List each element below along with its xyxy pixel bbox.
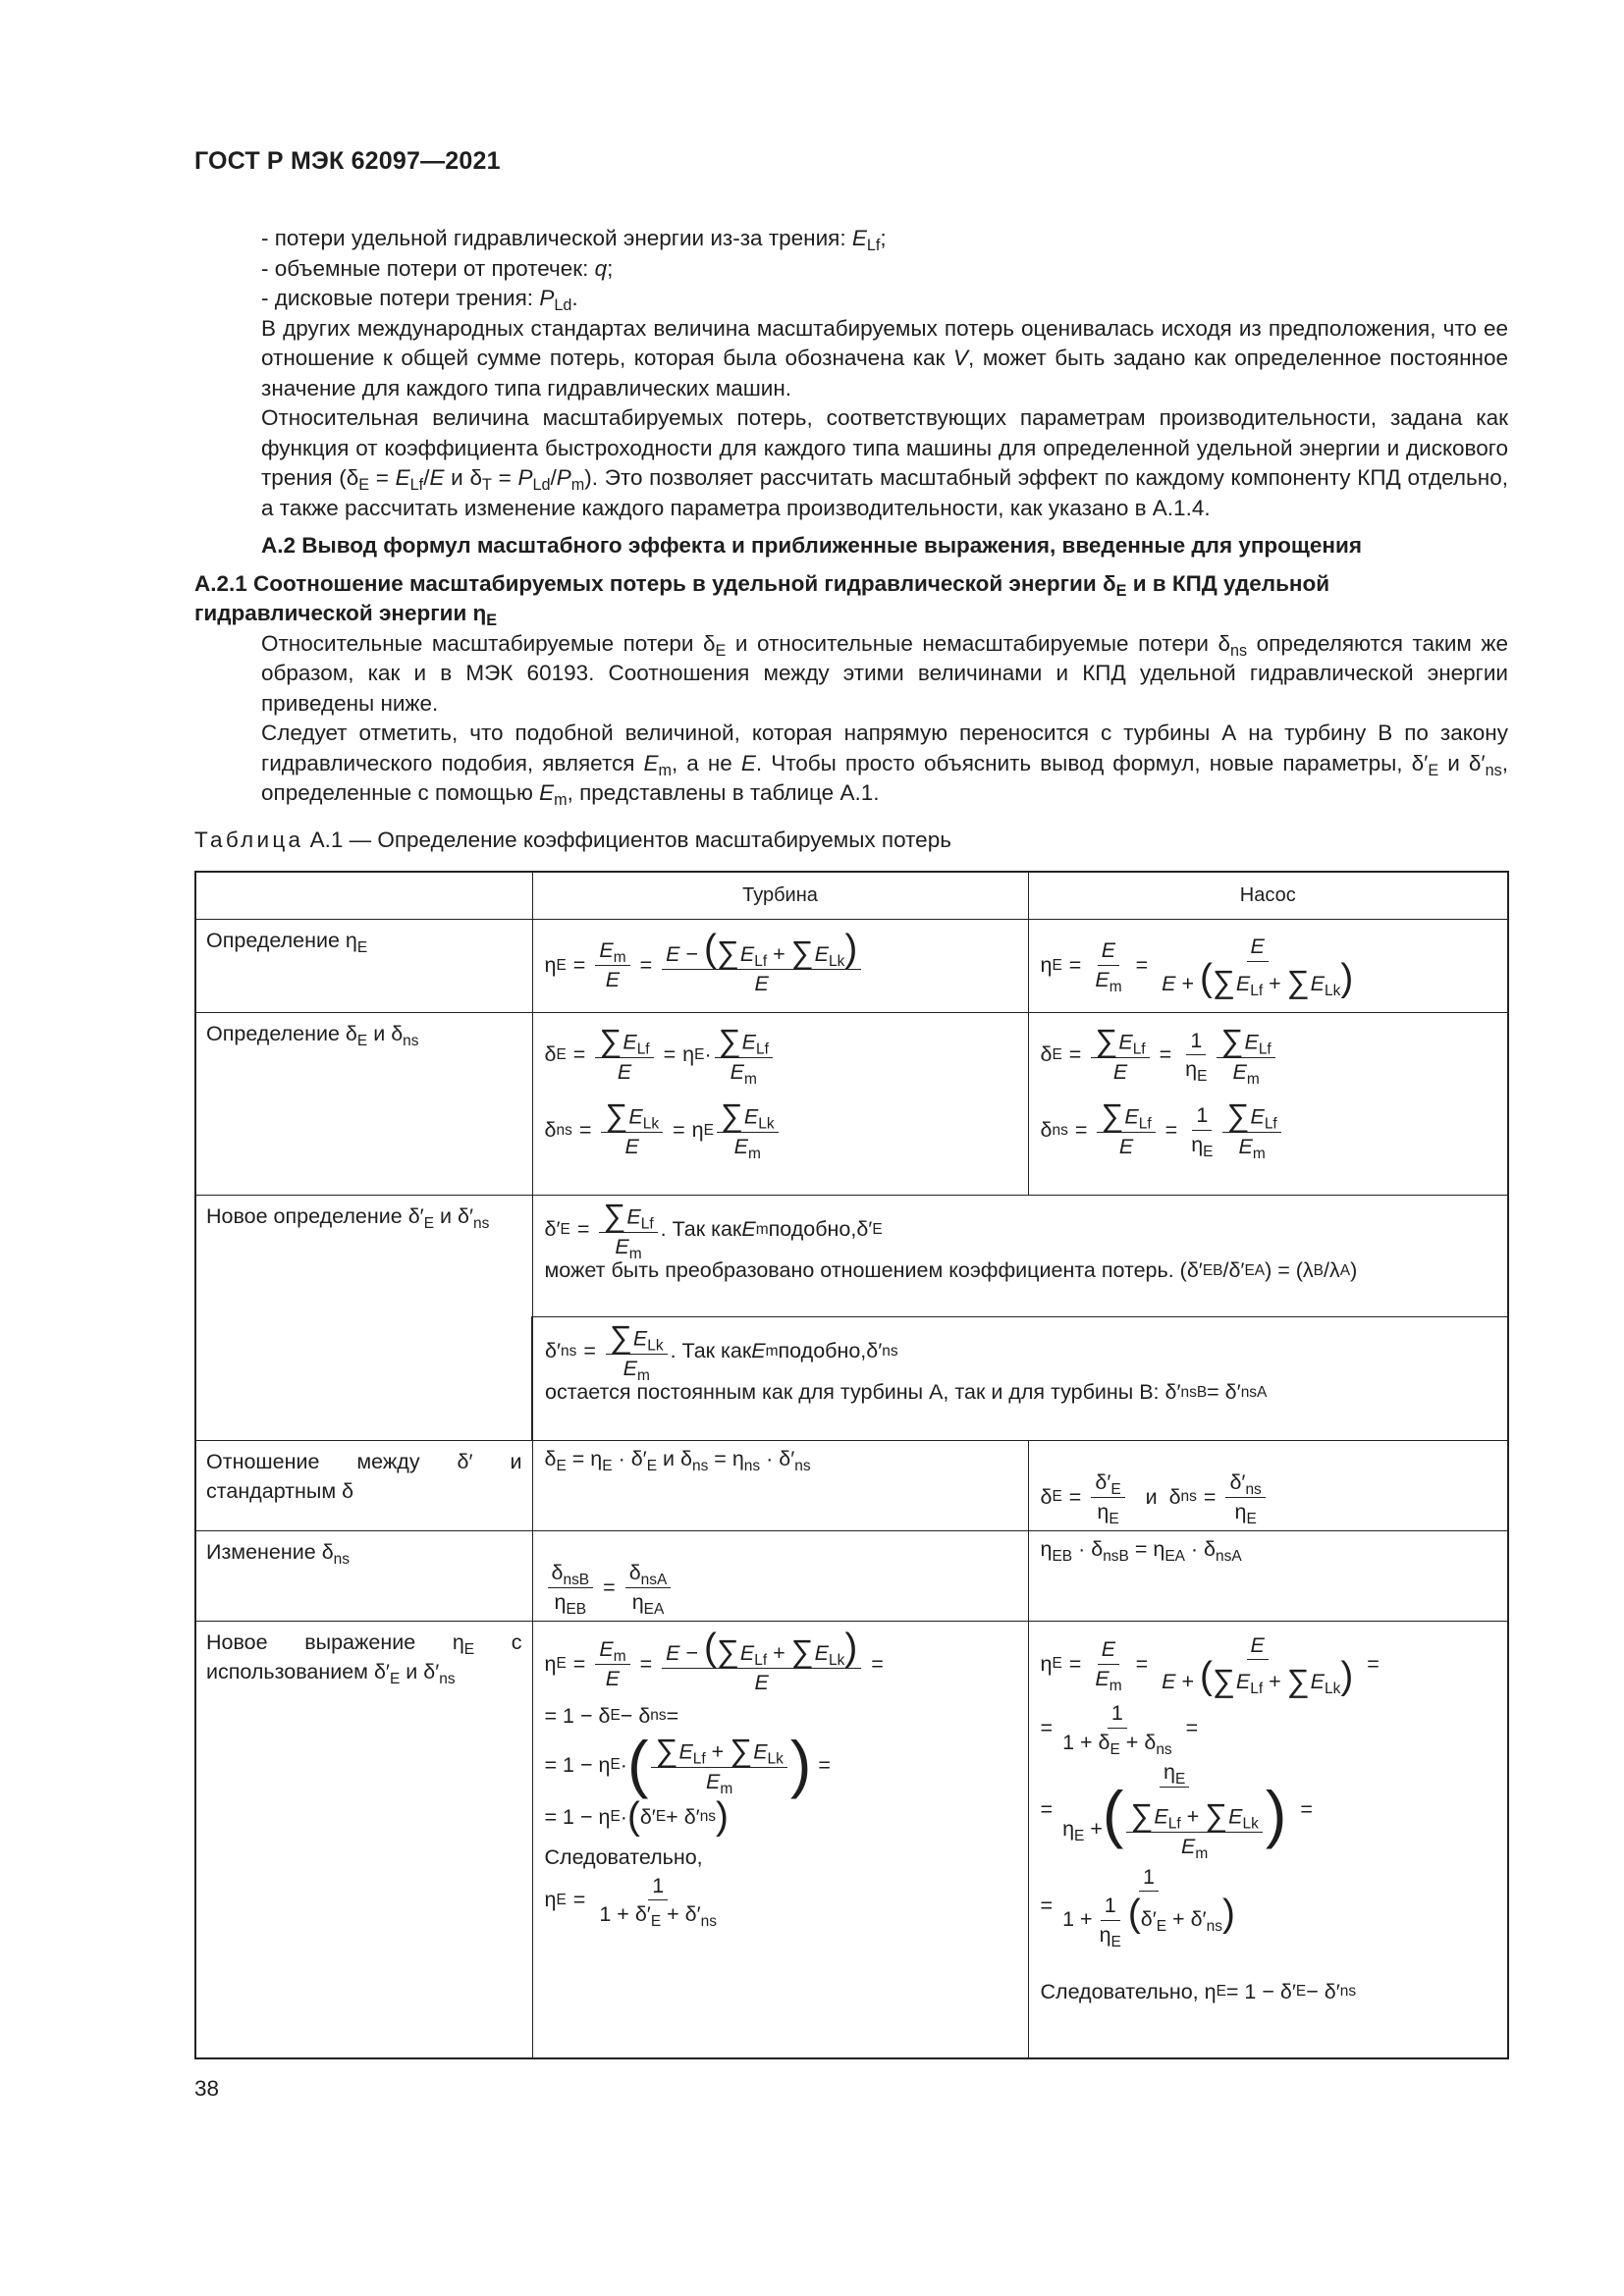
section-heading: А.2 Вывод формул масштабного эффекта и приближенные выражения, введенные для упрощения xyxy=(261,533,1362,558)
equation: = $\frac{1}{1 + \delta_E + \delta_{ns}}$ = xyxy=(1040,1700,1199,1758)
equation: η E = $\frac{E}{E_m}$ = $\frac{E}{E + (\sum E_{Lf} + \sum E_{Lk})}$ xyxy=(1040,934,1354,1000)
table-row xyxy=(195,919,1508,1012)
table-row xyxy=(195,1012,1508,1195)
pump-cell xyxy=(1028,1012,1508,1195)
equation: δ′ ns = $\frac{\sum E_{Lk}}{E_m}$ . Так как E m подобно, δ′ ns остается постоянным как для турбины А, так и для турбины В: δ′ nsB = δ′ nsA xyxy=(545,1318,1268,1405)
table-row xyxy=(195,1195,1508,1316)
turbine-cell xyxy=(532,1530,1028,1621)
row-label: Новое выражение $\eta_E$ с использованием $\delta'_E$ и $\delta'_{ns}$ xyxy=(195,1621,532,2058)
pump-cell xyxy=(1028,919,1508,1012)
page-number: 38 xyxy=(194,2076,220,2101)
row-label: Отношение между δ′ и стандартным δ xyxy=(195,1440,532,1530)
paragraph: Относительная величина масштабируемых потерь, соответствующих параметрам производительности, задана как функция от коэффициента быстроходности для каждого типа машины для определенной удельной энергии и дискового трения ($\delta_E = E_{Lf}/E$ и $\delta_T = P_{Ld}/P_m$). Это позволяет рассчитать масштабный эффект по каждому компоненту КПД отдельно, а также рассчитать изменение каждого параметра производительности, как указано в А.1.4. xyxy=(261,405,1508,520)
row-label: Изменение $\delta_{ns}$ xyxy=(195,1530,532,1621)
equation: δ E = $\frac{\delta'_E}{\eta_E}$ и δ ns = $\frac{\delta'_{ns}}{\eta_E}$ xyxy=(1041,1470,1498,1523)
table-row xyxy=(195,1530,1508,1621)
turbine-cell xyxy=(532,1621,1028,2058)
list-item: - потери удельной гидравлической энергии из-за трения: $E_{Lf}$; xyxy=(261,226,887,255)
header-empty-cell xyxy=(195,872,532,919)
subsection-heading: А.2.1 Соотношение масштабируемых потерь в удельной гидравлической энергии $\delta_E$ и в КПД удельной гидравлической энергии $\eta_E$ xyxy=(194,570,1330,630)
turbine-cell: $\delta_E = \eta_E \cdot \delta'_E$ и $\delta_{ns} = \eta_{ns} \cdot \delta'_{ns}$ xyxy=(532,1440,1028,1530)
merged-cell xyxy=(532,1316,1508,1440)
header-pump: Насос xyxy=(1028,872,1508,919)
equation: Следовательно, η E = 1 − δ′ E − δ′ ns xyxy=(1040,1979,1357,2003)
header-turbine: Турбина xyxy=(532,872,1028,919)
equation: η E = $\frac{E}{E_m}$ = $\frac{E}{E + (\sum E_{Lf} + \sum E_{Lk})}$ = xyxy=(1040,1632,1380,1698)
turbine-cell xyxy=(532,1012,1028,1195)
equation: = 1 − η E · ( $\frac{\sum E_{Lf} + \sum E_{Lk}}{E_m}$ ) = xyxy=(544,1729,831,1800)
list-item: - объемные потери от протечек: q; xyxy=(261,255,614,281)
list-item: - дисковые потери трения: $P_{Ld}$. xyxy=(261,286,578,315)
row-label: Определение $\eta_E$ xyxy=(195,919,532,1012)
body-text xyxy=(194,224,1508,809)
equation: δ ns = $\frac{\sum E_{Lk}}{E}$ = η E $\frac{\sum E_{Lk}}{E_m}$ xyxy=(545,1101,1018,1159)
table-caption: Таблица А.1 — Определение коэффициентов масштабируемых потерь xyxy=(194,828,951,852)
equation: = 1 − δ E − δ ns = xyxy=(544,1703,679,1728)
paragraph: Следует отметить, что подобной величиной, которая напрямую переносится с турбины А на турбину В по закону гидравлического подобия, является $E_m$, а не E. Чтобы просто объяснить вывод формул, новые параметры, $\delta'_E$ и $\delta'_{ns}$, определенные с помощью $E_m$, представлены в таблице А.1. xyxy=(261,721,1509,810)
scaling-loss-table xyxy=(194,871,1509,2059)
row-label: Определение $\delta_E$ и $\delta_{ns}$ xyxy=(195,1012,532,1195)
turbine-cell xyxy=(532,919,1028,1012)
pump-cell xyxy=(1028,1440,1508,1530)
row-label: Новое определение $\delta'_E$ и $\delta'_{ns}$ xyxy=(195,1195,532,1440)
equation: = 1 1 + $\frac{1}{\eta_E}$ $(\delta'_E + \delta'_{ns})$ xyxy=(1040,1864,1235,1951)
equation: δ′ E = $\frac{\sum E_{Lf}}{E_m}$ . Так как E m подобно, δ′ E может быть преобразовано отношением коэффициента потерь. ( δ′ EB /δ′ EA ) = (λ B /λ A ) xyxy=(544,1197,1358,1283)
pump-cell xyxy=(1028,1621,1508,2058)
paragraph: В других международных стандартах величина масштабируемых потерь оценивалась исходя из предположения, что ее отношение к общей сумме потерь, которая была обозначена как V, может быть задано как определенное постоянное значение для каждого типа гидравлических машин. xyxy=(261,315,1508,400)
document-header: ГОСТ Р МЭК 62097—2021 xyxy=(194,147,501,175)
equation: η E = $\frac{E_m}{E}$ = $\frac{E - (\sum E_{Lf} + \sum E_{Lk})}{E}$ xyxy=(545,934,1018,996)
table-row xyxy=(195,1621,1508,2058)
paragraph: Относительные масштабируемые потери $\delta_E$ и относительные немасштабируемые потери $\delta_{ns}$ определяются таким же образом, как и в МЭК 60193. Соотношения между этими величинами и КПД удельной гидравлической энергии приведены ниже. xyxy=(261,630,1508,716)
table-row xyxy=(195,1440,1508,1530)
equation: = $\eta_E$ $\eta_E$ +( $\frac{\sum E_{Lf} + \sum E_{Lk}}{E_m}$ ) = xyxy=(1040,1760,1313,1862)
equation: η E = $\frac{1}{1 + \delta'_E + \delta'_{ns}}$ xyxy=(544,1873,718,1931)
equation: $\frac{\delta_{nsB}}{\eta_{EB}}$ = $\frac{\delta_{nsA}}{\eta_{EA}}$ xyxy=(545,1561,1018,1614)
merged-cell xyxy=(532,1195,1508,1316)
equation: δ ns = $\frac{\sum E_{Lf}}{E}$ = $\frac{1}{\eta_E}$ $\frac{\sum E_{Lf}}{E_m}$ xyxy=(1041,1101,1498,1159)
equation: = 1 − η E · ( δ′ E + δ′ ns ) xyxy=(544,1794,729,1838)
table-header-row xyxy=(195,872,1508,919)
therefore-text: Следовательно, xyxy=(544,1844,703,1869)
equation: δ E = $\frac{\sum E_{Lf}}{E}$ = $\frac{1}{\eta_E}$ $\frac{\sum E_{Lf}}{E_m}$ xyxy=(1041,1027,1498,1085)
equation: δ E = $\frac{\sum E_{Lf}}{E}$ = η E · $\frac{\sum E_{Lf}}{E_m}$ xyxy=(545,1027,1018,1085)
pump-cell: $\eta_{EB} \cdot \delta_{nsB} = \eta_{EA} \cdot \delta_{nsA}$ xyxy=(1028,1530,1508,1621)
equation: η E = $\frac{E_m}{E}$ = $\frac{E - (\sum E_{Lf} + \sum E_{Lk})}{E}$ = xyxy=(544,1626,884,1695)
